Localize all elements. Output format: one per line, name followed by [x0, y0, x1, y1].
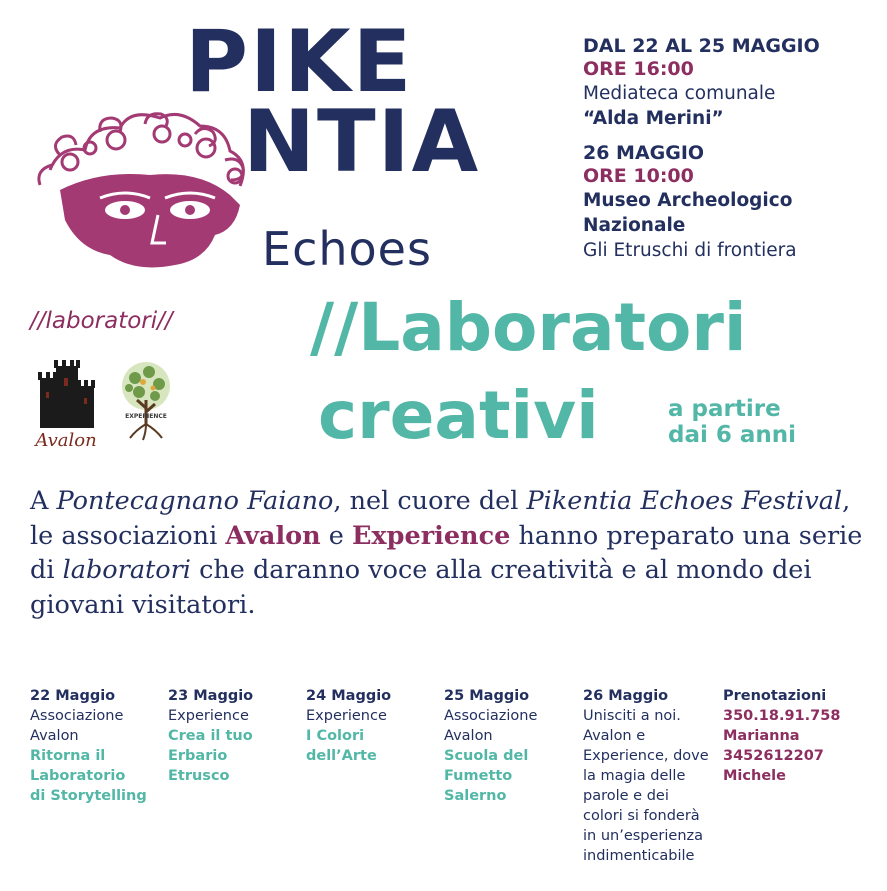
event1-time: ORE 16:00: [583, 58, 694, 80]
event2-time: ORE 10:00: [583, 165, 694, 187]
etruscan-head-illustration: [30, 110, 260, 280]
day-text: indimenticabile: [583, 848, 695, 864]
day-assoc: Avalon: [444, 728, 493, 744]
para-avalon: Avalon: [225, 520, 321, 551]
laboratori-heading-line2: creativi: [318, 377, 599, 454]
para-town: Pontecagnano Faiano: [56, 486, 334, 516]
day-workshop: dell’Arte: [306, 748, 377, 764]
day-text: Unisciti a noi.: [583, 708, 681, 724]
para-laboratori: laboratori: [62, 555, 191, 585]
laboratori-heading-line1: //Laboratori: [310, 289, 747, 366]
day-column-23: [168, 686, 298, 786]
booking-phone[interactable]: 3452612207: [723, 748, 824, 764]
day-workshop: Ritorna il: [30, 748, 106, 764]
logo-title-line2: NTIA: [243, 92, 481, 192]
day-assoc: Associazione: [444, 708, 538, 724]
day-text: in un’esperienza: [583, 828, 704, 844]
intro-paragraph: A Pontecagnano Faiano, nel cuore del Pikentia Echoes Festival, le associazioni Avalon e Experience hanno preparato una serie di laboratori che daranno voce alla creatività e al mondo dei giovani visitatori.: [30, 486, 863, 620]
day-assoc: Avalon: [30, 728, 79, 744]
day-date: 26 Maggio: [583, 688, 669, 704]
booking-phone[interactable]: 350.18.91.758: [723, 708, 841, 724]
logo-subtitle: Echoes: [262, 222, 432, 276]
age-note-line1: a partire: [668, 396, 781, 422]
para-experience: Experience: [352, 520, 511, 551]
booking-title: Prenotazioni: [723, 688, 827, 704]
day-workshop: Erbario: [168, 748, 228, 764]
day-workshop: Fumetto: [444, 768, 513, 784]
day-assoc: Experience: [168, 708, 249, 724]
day-column-25: [444, 686, 574, 806]
day-workshop: I Colori: [306, 728, 365, 744]
para-festival: Pikentia Echoes Festival: [526, 486, 843, 516]
day-text: colori si fonderà: [583, 808, 700, 824]
event2-place-line3: Gli Etruschi di frontiera: [583, 240, 797, 261]
age-note-line2: dai 6 anni: [668, 422, 797, 448]
day-text: la magia delle: [583, 768, 686, 784]
day-column-26: [583, 686, 723, 866]
day-date: 25 Maggio: [444, 688, 530, 704]
event-schedule: [583, 34, 883, 263]
day-assoc: Experience: [306, 708, 387, 724]
day-workshop: di Storytelling: [30, 788, 147, 804]
age-note: [668, 396, 796, 448]
booking-contact-name: Michele: [723, 768, 786, 784]
avalon-castle-logo: [26, 358, 106, 450]
day-workshop: Crea il tuo: [168, 728, 253, 744]
day-text: Avalon e: [583, 728, 646, 744]
day-text: Experience, dove: [583, 748, 709, 764]
logo-title-line1: PIKE: [185, 12, 414, 112]
event2-date: 26 MAGGIO: [583, 142, 705, 164]
day-date: 24 Maggio: [306, 688, 392, 704]
day-workshop: Salerno: [444, 788, 507, 804]
day-workshop: Laboratorio: [30, 768, 126, 784]
day-date: 22 Maggio: [30, 688, 116, 704]
day-assoc: Associazione: [30, 708, 124, 724]
event2-place-line2: Nazionale: [583, 215, 686, 236]
laboratori-small-label: //laboratori//: [30, 308, 173, 334]
day-text: parole e dei: [583, 788, 669, 804]
day-date: 23 Maggio: [168, 688, 254, 704]
experience-tree-logo: [115, 360, 177, 446]
event1-place-line1: Mediateca comunale: [583, 83, 776, 104]
event1-place-line2: “Alda Merini”: [583, 108, 724, 129]
day-workshop: Scuola del: [444, 748, 529, 764]
event2-place-line1: Museo Archeologico: [583, 190, 793, 211]
booking-column: [723, 686, 873, 786]
booking-contact-name: Marianna: [723, 728, 800, 744]
day-workshop: Etrusco: [168, 768, 230, 784]
experience-logo-text: EXPERIENCE: [125, 413, 167, 420]
event1-date: DAL 22 AL 25 MAGGIO: [583, 35, 820, 57]
avalon-logo-text: Avalon: [35, 430, 97, 450]
day-column-24: [306, 686, 436, 766]
day-column-22: [30, 686, 160, 806]
